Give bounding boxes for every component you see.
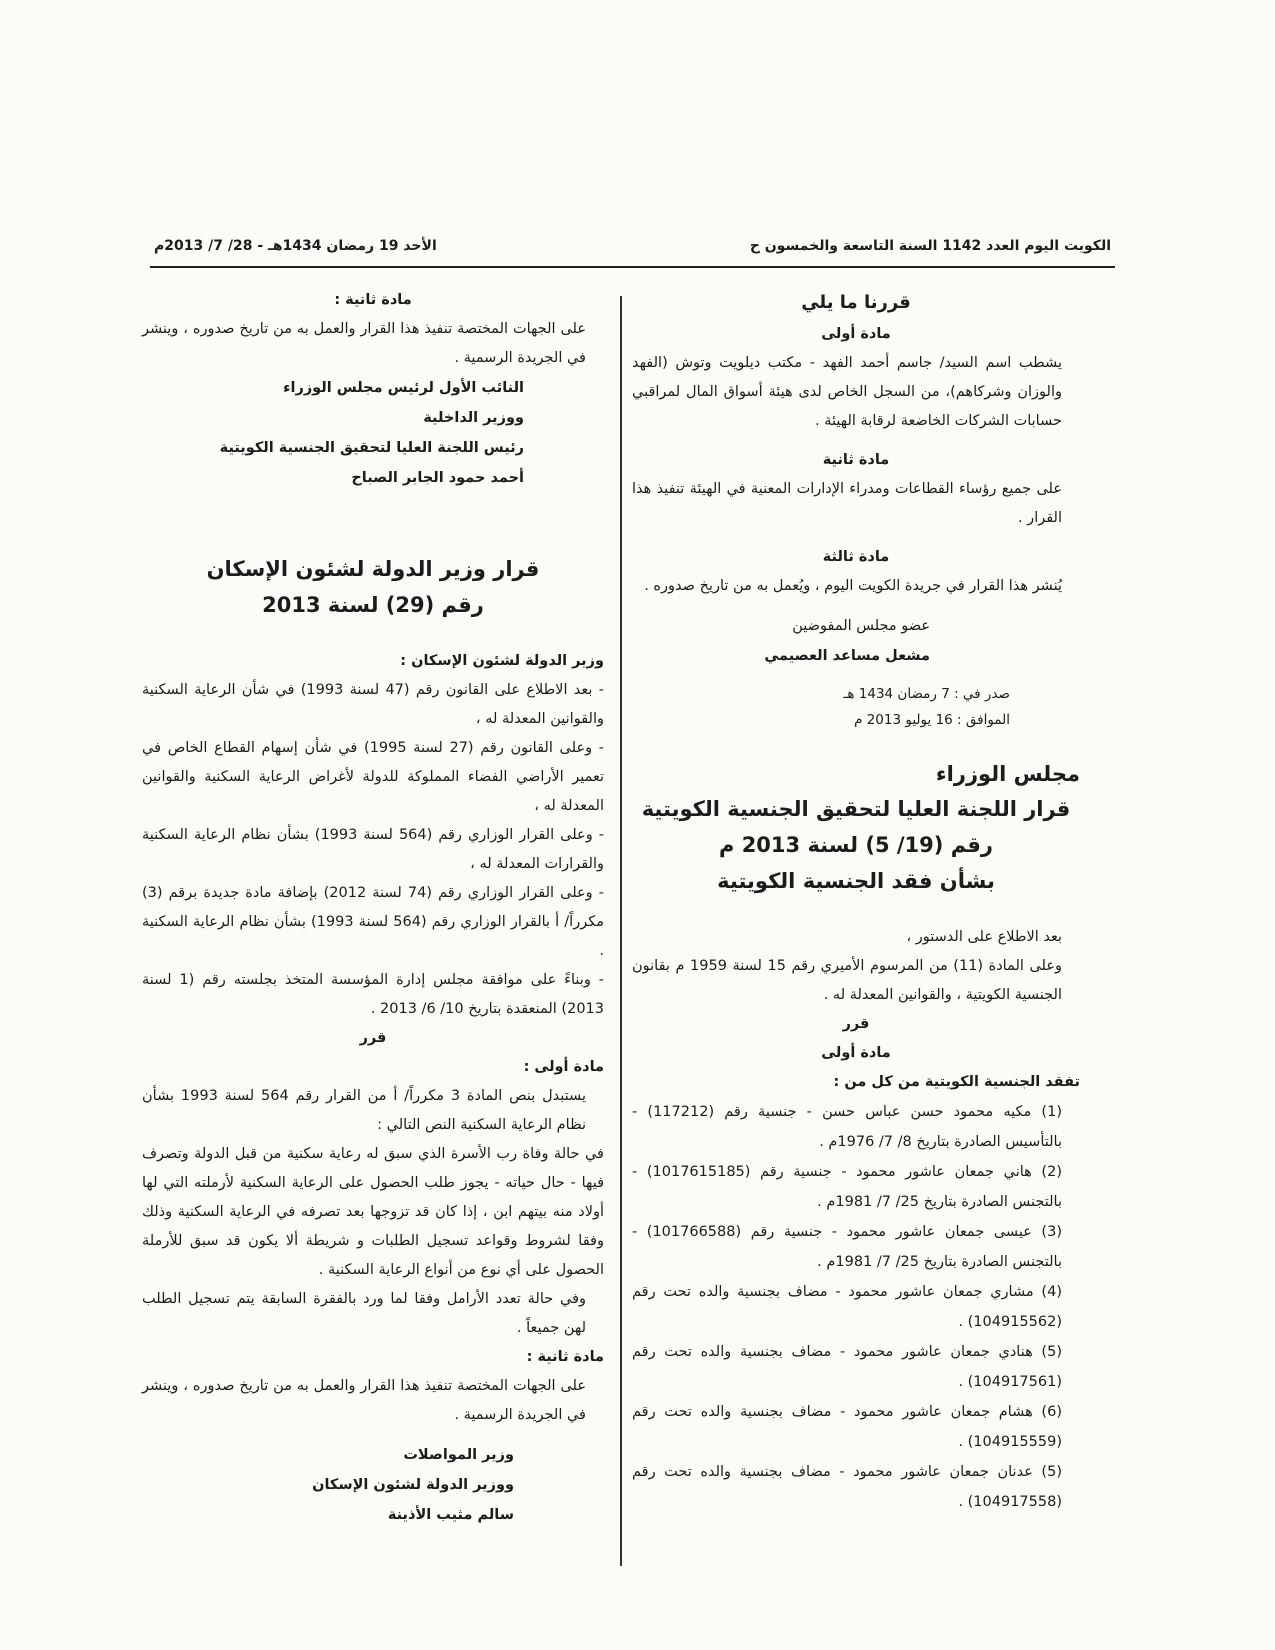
left-article-1-title: مادة أولى :	[523, 1059, 604, 1075]
left-article-1-quote: في حالة وفاة رب الأسرة الذي سبق له رعاية سكنية من قبل الدولة وتصرف فيها - حال حياته - يجوز طلب الحصول على الرعاية السكنية لأرملته التي لها أولاد منه بيتهم ابن ، إذا كان قد تزوجها بعد تصرفه في الرعاية السكنية وذلك وفقا لشروط وقواعد تسجيل الطلبات و شريطة ألا يكون قد سبق للأرملة الحصول على أي نوع من أنواع الرعاية السكنية .	[142, 1146, 604, 1278]
left-column	[142, 286, 604, 1530]
minister-intro: وزير الدولة لشئون الإسكان :	[400, 653, 604, 669]
decision-title-1: قرار اللجنة العليا لتحقيق الجنسية الكويتية	[641, 797, 1071, 821]
article-2-title: مادة ثانية	[822, 452, 890, 468]
recital: - بعد الاطلاع على القانون رقم (47 لسنة 1993) في شأن الرعاية السكنية والقوانين المعدلة له ،	[142, 682, 604, 727]
left-article-2-title: مادة ثانية :	[334, 292, 412, 308]
left-article-2-text: على الجهات المختصة تنفيذ هذا القرار والعمل به من تاريخ صدوره ، وينشر في الجريدة الرسمية .	[142, 321, 586, 366]
minister-signature-2: ووزير الدولة لشئون الإسكان	[312, 1477, 514, 1493]
article-3-title: مادة ثالثة	[822, 549, 890, 565]
list-item: (5) هنادي جمعان عاشور محمود - مضاف بجنسية والده تحت رقم (104917561) .	[632, 1344, 1062, 1390]
housing-title-1: قرار وزير الدولة لشئون الإسكان	[206, 557, 540, 581]
issue-line: الكويت اليوم العدد 1142 السنة التاسعة والخمسون ح	[749, 238, 1111, 254]
article-3-text: يُنشر هذا القرار في جريدة الكويت اليوم ، ويُعمل به من تاريخ صدوره .	[644, 578, 1062, 594]
list-item: (2) هاني جمعان عاشور محمود - جنسية رقم (1017615185) - بالتجنس الصادرة بتاريخ 25/ 7/ 1981م .	[632, 1164, 1062, 1210]
left-article-2b-title: مادة ثانية :	[526, 1349, 604, 1365]
list-item: (1) مكيه محمود حسن عباس حسن - جنسية رقم (117212) - بالتأسيس الصادرة بتاريخ 8/ 7/ 1976م .	[632, 1104, 1062, 1150]
right-column	[632, 286, 1080, 1517]
decision-intro: قررنا ما يلي	[801, 292, 911, 313]
preamble-2: وعلى المادة (11) من المرسوم الأميري رقم 15 لسنة 1959 م بقانون الجنسية الكويتية ، والقوانين المعدلة له .	[632, 958, 1062, 1003]
recital: - وعلى القرار الوزاري رقم (564 لسنة 1993) بشأن نظام الرعاية السكنية والقرارات المعدلة له ،	[142, 827, 604, 872]
list-item: (3) عيسى جمعان عاشور محمود - جنسية رقم (101766588) - بالتجنس الصادرة بتاريخ 25/ 7/ 1981م .	[632, 1224, 1062, 1270]
left-article-2b-text: على الجهات المختصة تنفيذ هذا القرار والعمل به من تاريخ صدوره ، وينشر في الجريدة الرسمية .	[142, 1378, 586, 1423]
recital: - وبناءً على موافقة مجلس إدارة المؤسسة المتخذ بجلسته رقم (1 لسنة 2013) المنعقدة بتاريخ 10/ 6/ 2013 .	[142, 972, 604, 1017]
decision-title-3: بشأن فقد الجنسية الكويتية	[717, 869, 995, 893]
section-name: مجلس الوزراء	[935, 762, 1080, 786]
list-item: (5) عدنان جمعان عاشور محمود - مضاف بجنسية والده تحت رقم (104917558) .	[632, 1464, 1062, 1510]
housing-title-2: رقم (29) لسنة 2013	[262, 593, 484, 617]
decision-title-2: رقم (19/ 5) لسنة 2013 م	[718, 833, 993, 857]
list-item: (6) هشام جمعان عاشور محمود - مضاف بجنسية والده تحت رقم (104915559) .	[632, 1404, 1062, 1450]
left-article-1-intro: يستبدل بنص المادة 3 مكرراً/ أ من القرار رقم 564 لسنة 1993 بشأن نظام الرعاية السكنية النص التالي :	[142, 1088, 586, 1133]
date-line: الأحد 19 رمضان 1434هـ - 28/ 7/ 2013م	[154, 238, 437, 254]
recital: - وعلى القرار الوزاري رقم (74 لسنة 2012) بإضافة مادة جديدة برقم (3) مكرراً/ أ بالقرار الوزاري رقم (564 لسنة 1993) بشأن نظام الرعاية السكنية .	[142, 885, 604, 959]
left-decided-label: قرر	[359, 1030, 387, 1046]
signer-name: مشعل مساعد العصيمي	[764, 648, 930, 664]
column-divider	[620, 296, 622, 1566]
signature-line-2: ووزير الداخلية	[423, 410, 524, 426]
article-1-title: مادة أولى	[821, 326, 891, 342]
signature-line-3: رئيس اللجنة العليا لتحقيق الجنسية الكويتية	[219, 440, 524, 456]
issued-gregorian: الموافق : 16 يوليو 2013 م	[854, 712, 1010, 728]
decided-label: قرر	[842, 1016, 870, 1032]
loses-heading: تفقد الجنسية الكويتية من كل من :	[833, 1074, 1080, 1090]
list-item: (4) مشاري جمعان عاشور محمود - مضاف بجنسية والده تحت رقم (104915562) .	[632, 1284, 1062, 1330]
article-2-text: على جميع رؤساء القطاعات ومدراء الإدارات المعنية في الهيئة تنفيذ هذا القرار .	[632, 481, 1062, 526]
recital: - وعلى القانون رقم (27 لسنة 1995) في شأن إسهام القطاع الخاص في تعمير الأراضي الفضاء المملوكة للدولة لأغراض الرعاية السكنية والقوانين المعدلة له ،	[142, 740, 604, 814]
article-1-title-b: مادة أولى	[821, 1045, 891, 1061]
preamble-1: بعد الاطلاع على الدستور ،	[906, 929, 1062, 945]
page-header	[150, 234, 1115, 268]
signature-line-1: النائب الأول لرئيس مجلس الوزراء	[283, 380, 524, 396]
signer-title: عضو مجلس المفوضين	[792, 618, 930, 634]
signature-name: أحمد حمود الجابر الصباح	[351, 470, 524, 486]
recitals-list	[142, 676, 604, 1024]
persons-list	[632, 1097, 1080, 1517]
minister-signature-name: سالم مثيب الأذينة	[387, 1507, 514, 1523]
minister-signature-1: وزير المواصلات	[403, 1447, 514, 1463]
issued-hijri: صدر في : 7 رمضان 1434 هـ	[843, 686, 1010, 702]
left-article-1-quote-2: وفي حالة تعدد الأرامل وفقا لما ورد بالفقرة السابقة يتم تسجيل الطلب لهن جميعاً .	[142, 1291, 586, 1336]
article-1-text: يشطب اسم السيد/ جاسم أحمد الفهد - مكتب ديلويت وتوش (الفهد والوزان وشركاهم)، من السجل الخاص لدى هيئة أسواق المال لمراقبي حسابات الشركات الخاضعة لرقابة الهيئة .	[632, 355, 1062, 429]
